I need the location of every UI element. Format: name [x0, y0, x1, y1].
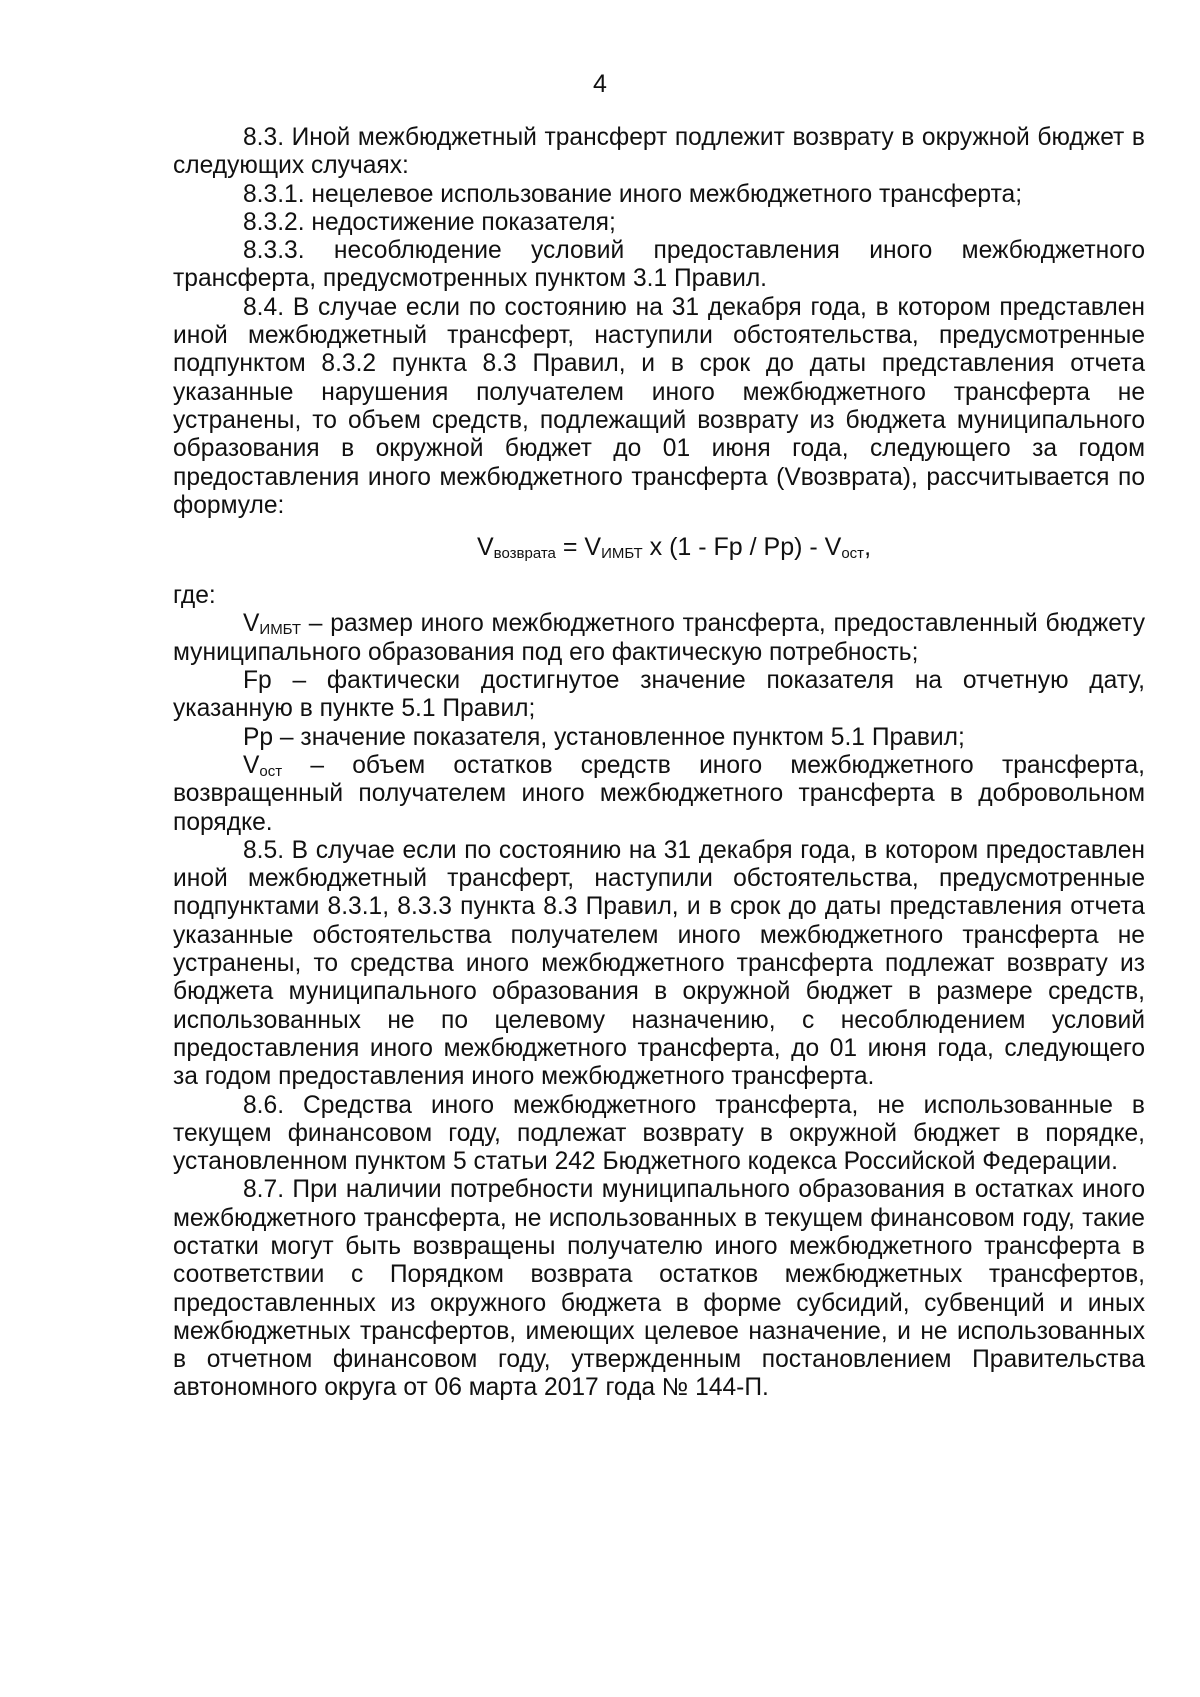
definition-pp: Pp – значение показателя, установленное пунктом 5.1 Правил;	[243, 723, 965, 751]
definition-v-imbt	[173, 610, 1145, 667]
paragraph-8-3-2: 8.3.2. недостижение показателя;	[243, 208, 616, 236]
definition-v-ost	[173, 752, 1145, 837]
formula-part-expression: x (1 - Fp / Pp) - V	[642, 533, 842, 562]
paragraph-8-6: 8.6. Средства иного межбюджетного трансферта, не использованные в текущем финансовом году, подлежат возврату в окружной бюджет в порядке, установленном пунктом 5 статьи 242 Бюджетного кодекса Российской Федерации.	[173, 1091, 1145, 1176]
where-label: где:	[173, 582, 216, 610]
paragraph-8-3-1: 8.3.1. нецелевое использование иного межбюджетного трансферта;	[243, 180, 1023, 208]
definition-subscript: ост	[259, 762, 283, 780]
paragraph-8-7: 8.7. При наличии потребности муниципального образования в остатках иного межбюджетного трансферта, не использованных в текущем финансовом году, такие остатки могут быть возвращены получателю иного межбюджетного трансферта в соответствии с Порядком возврата остатков межбюджетных трансфертов, предоставленных из окружного бюджета в форме субсидий, субвенций и иных межбюджетных трансфертов, имеющих целевое назначение, и не использованных в отчетном финансовом году, утвержденным постановлением Правительства автономного округа от 06 марта 2017 года № 144-П.	[173, 1176, 1145, 1402]
formula-subscript-return: возврата	[493, 545, 556, 563]
definition-fp: Fp – фактически достигнутое значение показателя на отчетную дату, указанную в пункте 5.1 Правил;	[173, 667, 1145, 723]
formula-subscript-imbt: ИМБТ	[601, 545, 643, 563]
paragraph-8-4: 8.4. В случае если по состоянию на 31 декабря года, в котором представлен иной межбюджетный трансферт, наступили обстоятельства, предусмотренные подпунктом 8.3.2 пункта 8.3 Правил, и в срок до даты представления отчета указанные нарушения получателем иного межбюджетного трансферта не устранены, то объем средств, подлежащий возврату из бюджета муниципального образования в окружной бюджет до 01 июня года, следующего за годом предоставления иного межбюджетного трансферта (Vвозврата), рассчитывается по формуле:	[173, 293, 1145, 519]
paragraph-8-3: 8.3. Иной межбюджетный трансферт подлежит возврату в окружной бюджет в следующих случаях:	[173, 124, 1145, 180]
paragraph-8-3-3: 8.3.3. несоблюдение условий предоставления иного межбюджетного трансферта, предусмотренных пунктом 3.1 Правил.	[173, 237, 1145, 293]
paragraph-8-5: 8.5. В случае если по состоянию на 31 декабря года, в котором предоставлен иной межбюджетный трансферт, наступили обстоятельства, предусмотренные подпунктами 8.3.1, 8.3.3 пункта 8.3 Правил, и в срок до даты представления отчета указанные обстоятельства получателем иного межбюджетного трансферта не устранены, то средства иного межбюджетного трансферта подлежат возврату из бюджета муниципального образования в окружной бюджет в размере средств, использованных не по целевому назначению, с несоблюдением условий предоставления иного межбюджетного трансферта, до 01 июня года, следующего за годом предоставления иного межбюджетного трансферта.	[173, 836, 1145, 1091]
definition-text: – объем остатков средств иного межбюджетного трансферта, возвращенный получателем иного межбюджетного трансферта в добровольном порядке.	[173, 751, 1145, 836]
formula-part-equals: = V	[555, 533, 602, 562]
definition-v-symbol: V	[243, 610, 260, 638]
definition-text: – размер иного межбюджетного трансферта, предоставленный бюджету муниципального образования под его фактическую потребность;	[173, 610, 1145, 666]
definition-v-symbol: V	[243, 751, 260, 779]
formula-end: ,	[864, 533, 872, 562]
return-volume-formula	[173, 532, 1145, 562]
formula-v-symbol: V	[476, 533, 494, 562]
document-body	[173, 124, 1145, 1403]
formula-subscript-ost: ост	[841, 545, 865, 563]
page-number: 4	[593, 70, 607, 98]
definition-subscript: ИМБТ	[259, 621, 302, 639]
